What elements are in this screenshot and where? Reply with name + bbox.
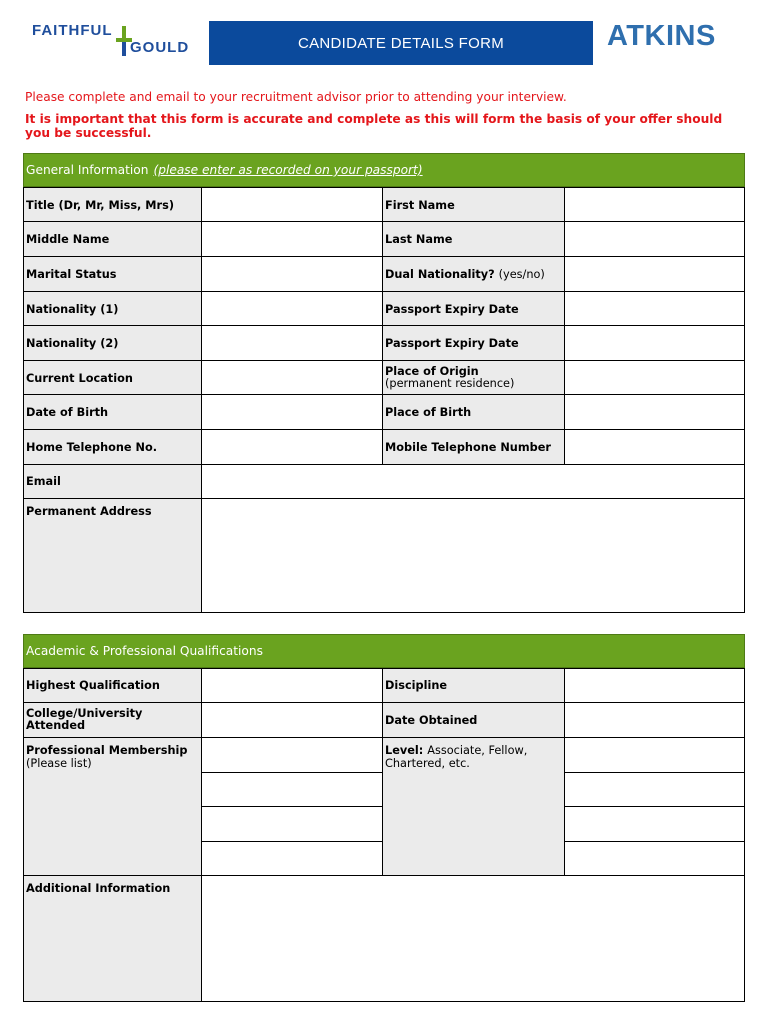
general-left-field[interactable] [201, 221, 383, 257]
academic-qualifications-title: Academic & Professional Qualifications [26, 644, 263, 658]
general-left-field[interactable] [201, 394, 383, 430]
level-note: Associate, Fellow, Chartered, etc. [385, 744, 528, 770]
general-right-label: Last Name [382, 221, 565, 257]
highest-qualification-label: Highest Qualification [23, 668, 202, 703]
general-information-title: General Information [26, 163, 149, 177]
level-field-2[interactable] [564, 772, 745, 807]
general-left-field[interactable] [201, 187, 383, 223]
passport-note: (please enter as recorded on your passport) [153, 163, 423, 177]
email-label: Email [23, 464, 202, 499]
professional-membership-label [23, 737, 202, 876]
general-right-label: Passport Expiry Date [382, 325, 565, 361]
general-right-label: First Name [382, 187, 565, 223]
general-left-label: Middle Name [23, 221, 202, 257]
general-left-label: Date of Birth [23, 394, 202, 430]
general-left-field[interactable] [201, 360, 383, 396]
general-right-label: Place of Birth [382, 394, 565, 430]
membership-field-2[interactable] [201, 772, 383, 807]
yes-no-note: (yes/no) [498, 267, 545, 281]
general-right-field[interactable] [564, 325, 745, 361]
level-field-1[interactable] [564, 737, 745, 773]
general-right-field[interactable] [564, 429, 745, 465]
permanent-address-field[interactable] [201, 498, 745, 613]
email-field[interactable] [201, 464, 745, 499]
permanent-address-label: Permanent Address [23, 498, 202, 613]
general-information-header [23, 153, 745, 187]
additional-information-field[interactable] [201, 875, 745, 1002]
general-right-field[interactable] [564, 394, 745, 430]
academic-qualifications-header [23, 634, 745, 668]
permanent-residence-note: (permanent residence) [385, 377, 515, 390]
general-left-label: Nationality (1) [23, 291, 202, 327]
general-left-label: Home Telephone No. [23, 429, 202, 465]
level-field-4[interactable] [564, 841, 745, 876]
atkins-logo: ATKINS [607, 20, 716, 52]
discipline-field[interactable] [564, 668, 745, 703]
general-right-field[interactable] [564, 256, 745, 292]
general-right-label [382, 360, 565, 396]
intro-warning: It is important that this form is accurate and complete as this will form the basis of your offer should you be successful. [25, 112, 723, 140]
membership-field-4[interactable] [201, 841, 383, 876]
highest-qualification-field[interactable] [201, 668, 383, 703]
general-right-label [382, 256, 565, 292]
dual-nationality-text: Dual Nationality? [385, 267, 495, 281]
date-obtained-label: Date Obtained [382, 702, 565, 738]
general-right-field[interactable] [564, 291, 745, 327]
general-left-field[interactable] [201, 429, 383, 465]
logo-left-bottom-text: GOULD [130, 39, 190, 56]
professional-membership-text: Professional Membership [26, 744, 188, 757]
additional-information-label: Additional Information [23, 875, 202, 1002]
college-university-label: College/University Attended [23, 702, 202, 738]
general-right-label: Mobile Telephone Number [382, 429, 565, 465]
college-university-field[interactable] [201, 702, 383, 738]
general-left-field[interactable] [201, 325, 383, 361]
place-of-origin-text: Place of Origin [385, 364, 479, 378]
general-left-field[interactable] [201, 291, 383, 327]
please-list-note: (Please list) [26, 756, 92, 770]
membership-field-3[interactable] [201, 806, 383, 842]
general-left-field[interactable] [201, 256, 383, 292]
general-left-label: Nationality (2) [23, 325, 202, 361]
general-right-label: Passport Expiry Date [382, 291, 565, 327]
general-left-label: Marital Status [23, 256, 202, 292]
general-right-field[interactable] [564, 187, 745, 223]
membership-field-1[interactable] [201, 737, 383, 773]
intro-instruction: Please complete and email to your recruitment advisor prior to attending your interview. [25, 90, 567, 104]
level-field-3[interactable] [564, 806, 745, 842]
logo-left-top-text: FAITHFUL [32, 22, 113, 39]
general-left-label: Title (Dr, Mr, Miss, Mrs) [23, 187, 202, 223]
faithful-gould-logo [32, 22, 202, 58]
level-text: Level: [385, 744, 424, 757]
general-left-label: Current Location [23, 360, 202, 396]
general-right-field[interactable] [564, 221, 745, 257]
level-label [382, 737, 565, 876]
date-obtained-field[interactable] [564, 702, 745, 738]
discipline-label: Discipline [382, 668, 565, 703]
general-right-field[interactable] [564, 360, 745, 396]
form-title: CANDIDATE DETAILS FORM [209, 21, 593, 65]
